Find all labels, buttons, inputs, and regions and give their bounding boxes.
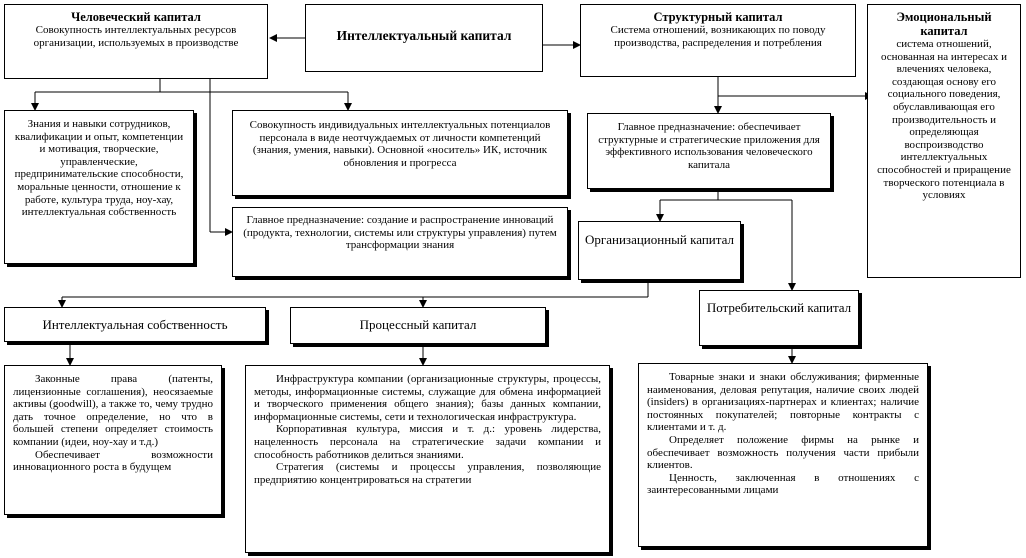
intellectual-capital-title: Интеллектуальный капитал xyxy=(336,28,512,43)
consumer-capital-title: Потребительский капитал xyxy=(706,300,852,315)
process-text-box xyxy=(245,365,610,553)
intellectual-capital-box xyxy=(305,4,543,72)
ip-title-box xyxy=(4,307,266,342)
ip-text-p1: Законные права (патенты, лицензионные соглашения), неосязаемые активы (goodwill), а также то, чему трудно дать точное определение, но что в большей степени определяет стоимость компании (идеи, ноу-хау и т.д.) xyxy=(13,373,213,448)
ip-text-p2: Обеспечивает возможности инновационного роста в будущем xyxy=(13,448,213,474)
structural-capital-box xyxy=(580,4,856,77)
consumer-text-p1: Товарные знаки и знаки обслуживания; фирменные наименования, деловая репутация, наличие своих людей (insiders) в организациях-партнерах и клиентах; наличие постоянных покупателей; повторные контракты с клиентами и т. д. xyxy=(647,371,919,434)
individual-potential-text: Совокупность индивидуальных интеллектуальных потенциалов персонала в виде неотчуждаемых от личности компетенций (знания, умения, навыки). Основной «носитель» ИК, источник обновления и прогресса xyxy=(249,119,551,169)
organizational-capital-box xyxy=(578,221,741,280)
human-capital-desc: Совокупность интеллектуальных ресурсов организации, используемых в производстве xyxy=(33,24,239,49)
emotional-capital-box xyxy=(867,4,1021,278)
human-purpose-text: Главное предназначение: создание и распространение инноваций (продукта, технологии, системы или структуры управления) путем трансформации знания xyxy=(243,214,557,252)
structural-purpose-box xyxy=(587,113,831,189)
organizational-capital-title: Организационный капитал xyxy=(585,232,734,247)
consumer-text-p3: Ценность, заключенная в отношениях с заинтересованными лицами xyxy=(647,471,919,497)
process-text-p3: Стратегия (системы и процессы управления, позволяющие предприятию концентрироваться на стратегии xyxy=(254,461,601,486)
human-capital-box xyxy=(4,4,268,79)
consumer-capital-box xyxy=(699,290,859,346)
ip-text-box xyxy=(4,365,222,515)
human-skills-box xyxy=(4,110,194,264)
structural-capital-title: Структурный капитал xyxy=(653,10,783,24)
process-text-p1: Инфраструктура компании (организационные структуры, процессы, методы, информационные системы, служащие для обмена информацией и творческого применения общего знания); базы данных компании, информационные системы, сети и технологическая инфраструктура. xyxy=(254,373,601,423)
consumer-text-box xyxy=(638,363,928,547)
process-text-p2: Корпоративная культура, миссия и т. д.: уровень лидерства, нацеленность персонала на стратегические задачи компании и способность работников делиться знаниями. xyxy=(254,423,601,461)
consumer-text-p2: Определяет положение фирмы на рынке и обеспечивает возможность получения части прибыли клиентов. xyxy=(647,433,919,472)
individual-potential-box xyxy=(232,110,568,196)
emotional-capital-desc: система отношений, основанная на интересах и влечениях человека, создающая основу его социального поведения, обуславливающая его производительность и определяющая воспроизводство интеллектуальных способностей и приращение творческого потенциала в условиях xyxy=(877,38,1011,202)
process-title: Процессный капитал xyxy=(359,317,477,332)
human-skills-text: Знания и навыки сотрудников, квалификации и опыт, компетенции и мотивация, творческие, управленческие, предпринимательские способности, моральные ценности, отношение к работе, культура труда, ноу-хау, интеллектуальная собственность xyxy=(14,118,184,219)
structural-capital-desc: Система отношений, возникающих по поводу производства, распределения и потребления xyxy=(610,24,826,49)
human-capital-title: Человеческий капитал xyxy=(71,10,201,24)
ip-title: Интеллектуальная собственность xyxy=(42,317,228,332)
structural-purpose-text: Главное предназначение: обеспечивает структурные и стратегические приложения для эффективного использования человеческого капитала xyxy=(598,121,820,171)
emotional-capital-title: Эмоциональный капитал xyxy=(896,10,992,38)
process-title-box xyxy=(290,307,546,344)
human-purpose-box xyxy=(232,207,568,277)
